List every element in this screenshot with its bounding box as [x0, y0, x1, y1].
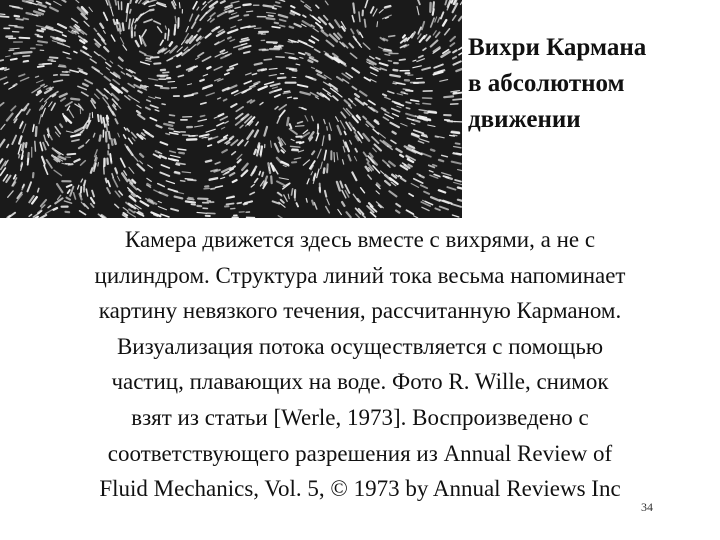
slide-title [468, 30, 713, 138]
caption-line-6: взят из статьи [Werle, 1973]. Воспроизведено с [131, 404, 589, 430]
title-line-1: Вихри Кармана [468, 34, 647, 61]
caption-line-7: соответствующего разрешения из Annual Review of [107, 440, 613, 466]
page-number: 34 [641, 500, 653, 514]
caption-line-8: Fluid Mechanics, Vol. 5, © 1973 by Annual Reviews Inc [99, 476, 621, 502]
caption-line-5: частиц, плавающих на воде. Фото R. Wille, снимок [111, 369, 609, 395]
title-line-2: в абсолютном [468, 70, 625, 97]
caption-line-1: Камера движется здесь вместе с вихрями, а не с [124, 227, 596, 252]
caption-line-3: картину невязкого течения, рассчитанную Карманом. [98, 298, 622, 324]
caption-line-2: цилиндром. Структура линий тока весьма напоминает [94, 262, 626, 288]
title-line-3: движении [468, 106, 581, 133]
caption-line-4: Визуализация потока осуществляется с помощью [116, 333, 604, 359]
photo-caption [0, 222, 720, 507]
karman-vortex-photo [0, 0, 462, 218]
